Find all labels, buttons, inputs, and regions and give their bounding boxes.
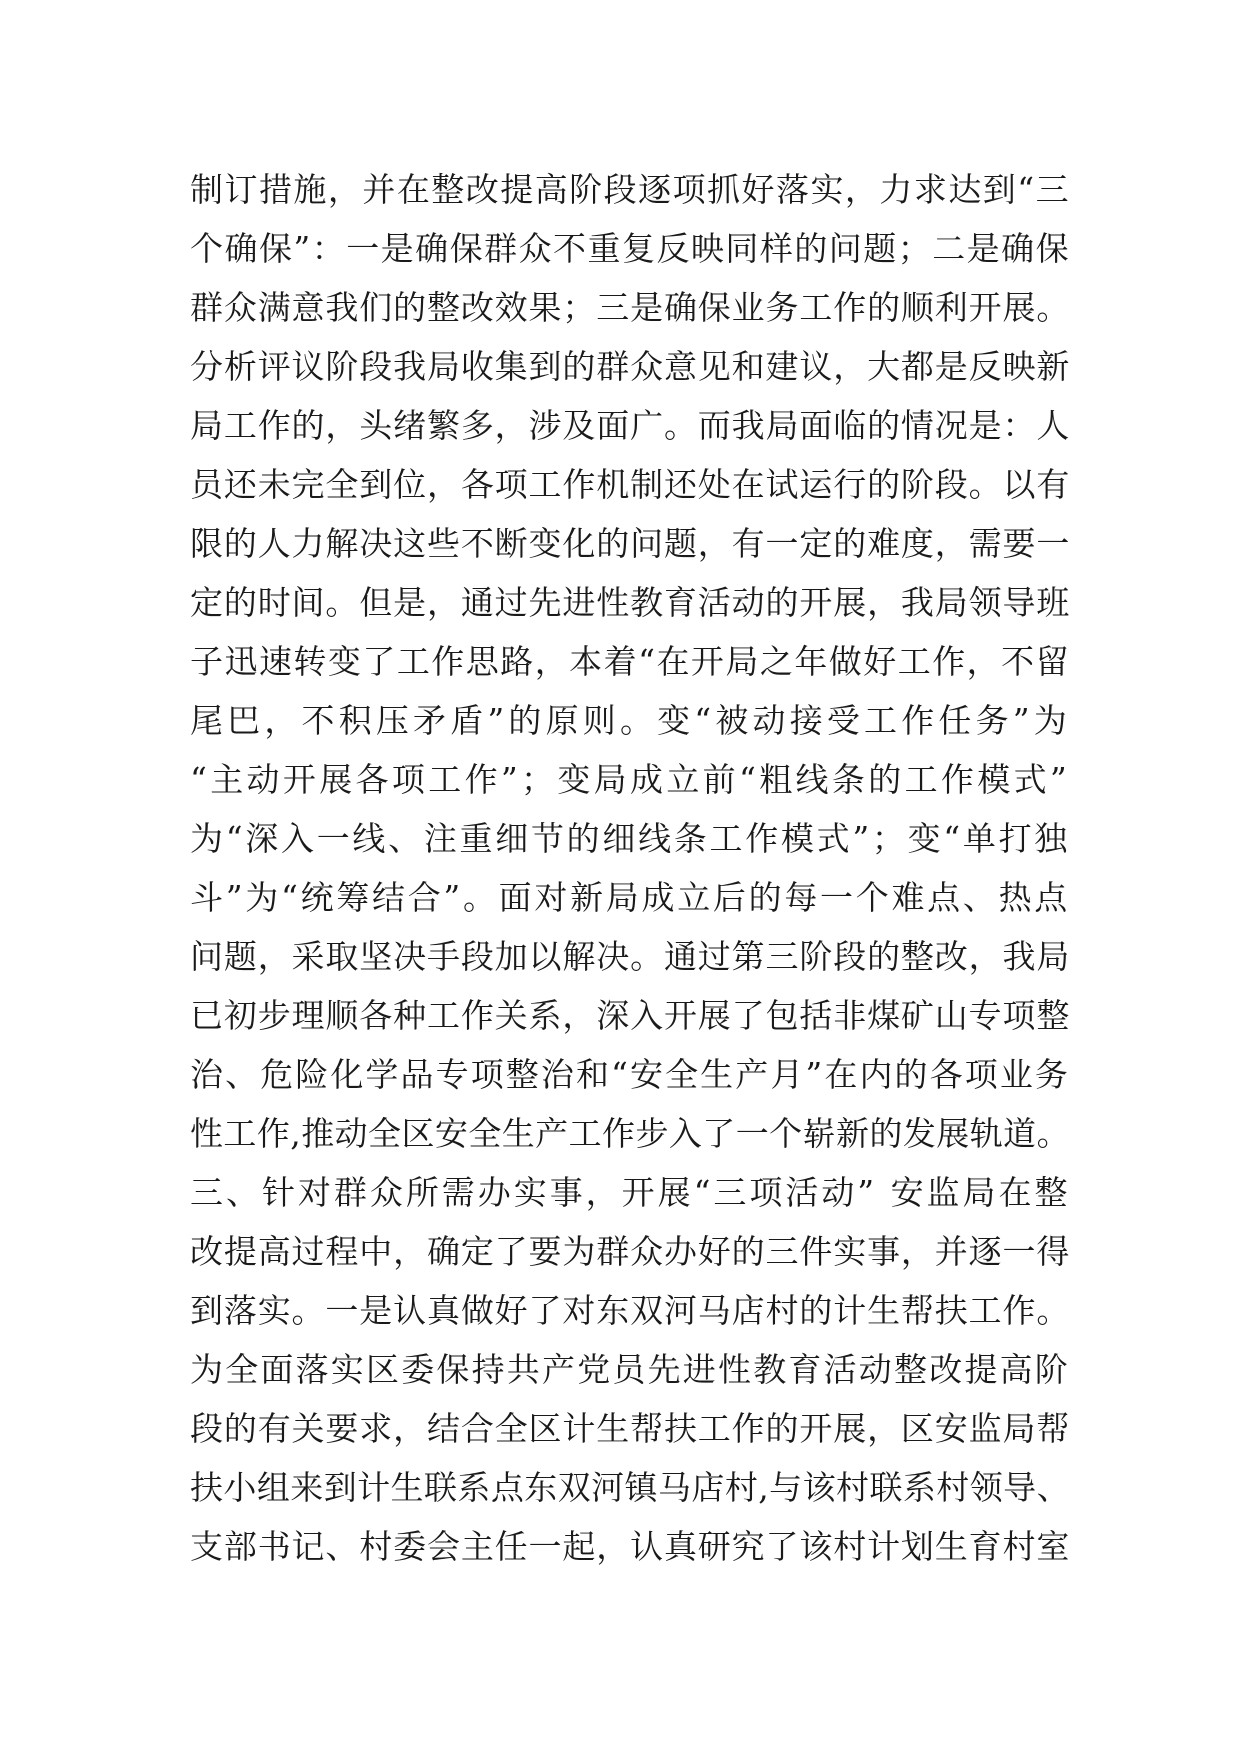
text-line: 为全面落实区委保持共产党员先进性教育活动整改提高阶	[190, 1350, 1070, 1389]
text-line: 扶小组来到计生联系点东双河镇马店村,与该村联系村领导、	[190, 1468, 1070, 1507]
section-heading-line: 三、针对群众所需办实事，开展“三项活动” 安监局在整	[190, 1173, 1071, 1212]
text-line: “主动开展各项工作”；变局成立前“粗线条的工作模式”	[190, 760, 1070, 799]
text-line: 限的人力解决这些不断变化的问题，有一定的难度，需要一	[190, 524, 1071, 563]
text-line: 支部书记、村委会主任一起，认真研究了该村计划生育村室	[190, 1527, 1071, 1566]
text-line: 制订措施，并在整改提高阶段逐项抓好落实，力求达到“三	[190, 170, 1071, 209]
text-line: 斗”为“统筹结合”。面对新局成立后的每一个难点、热点	[190, 878, 1070, 917]
text-line: 段的有关要求，结合全区计生帮扶工作的开展，区安监局帮	[190, 1409, 1071, 1448]
text-line: 已初步理顺各种工作关系，深入开展了包括非煤矿山专项整	[190, 996, 1071, 1035]
text-line: 子迅速转变了工作思路，本着“在开局之年做好工作，不留	[190, 642, 1071, 681]
text-line: 群众满意我们的整改效果；三是确保业务工作的顺利开展。	[190, 288, 1071, 327]
body-text	[190, 160, 1070, 1576]
text-line: 分析评议阶段我局收集到的群众意见和建议，大都是反映新	[190, 347, 1071, 386]
text-line: 改提高过程中，确定了要为群众办好的三件实事，并逐一得	[190, 1232, 1071, 1271]
text-line: 性工作,推动全区安全生产工作步入了一个崭新的发展轨道。	[190, 1114, 1070, 1153]
text-line: 问题，采取坚决手段加以解决。通过第三阶段的整改，我局	[190, 937, 1071, 976]
text-line: 为“深入一线、注重细节的细线条工作模式”；变“单打独	[190, 819, 1070, 858]
text-line: 尾巴，不积压矛盾”的原则。变“被动接受工作任务”为	[190, 701, 1070, 740]
text-line: 局工作的，头绪繁多，涉及面广。而我局面临的情况是：人	[190, 406, 1071, 445]
text-line: 定的时间。但是，通过先进性教育活动的开展，我局领导班	[190, 583, 1071, 622]
text-line: 治、危险化学品专项整治和“安全生产月”在内的各项业务	[190, 1055, 1070, 1094]
text-line: 到落实。一是认真做好了对东双河马店村的计生帮扶工作。	[190, 1291, 1071, 1330]
text-line: 员还未完全到位，各项工作机制还处在试运行的阶段。以有	[190, 465, 1071, 504]
text-line: 个确保”：一是确保群众不重复反映同样的问题；二是确保	[190, 229, 1071, 268]
